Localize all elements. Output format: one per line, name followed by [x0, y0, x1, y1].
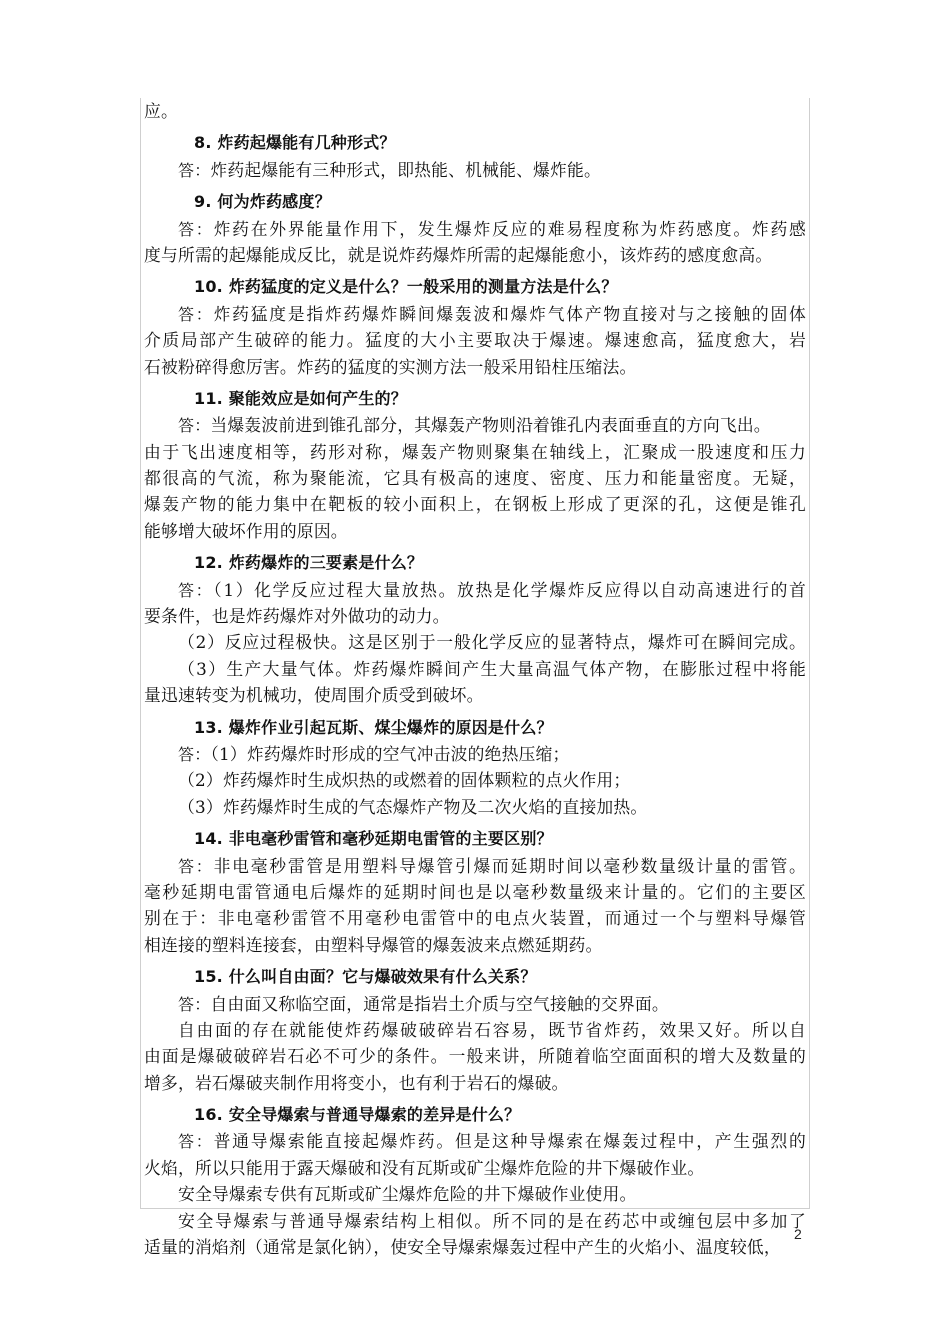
answer-label: 答：: [178, 856, 214, 876]
answer-9-line: 度与所需的起爆能成反比，就是说炸药爆炸所需的起爆能愈小，该炸药的感度愈高。: [144, 244, 773, 265]
continuation-line: 应。: [144, 101, 178, 121]
answer-15-line: 答：自由面又称临空面，通常是指岩土介质与空气接触的交界面。: [178, 993, 669, 1014]
answer-label: 答：: [178, 994, 211, 1014]
question-16-title: 16. 安全导爆索与普通导爆索的差异是什么？: [194, 1105, 521, 1125]
answer-11-line: 答：当爆轰波前进到锥孔部分，其爆轰产物则沿着锥孔内表面垂直的方向飞出。: [178, 415, 771, 436]
answer-12-line: （2）反应过程极快。这是区别于一般化学反应的显著特点，爆炸可在瞬间完成。: [178, 632, 806, 653]
answer-10-line: 答：炸药猛度是指炸药爆炸瞬间爆轰波和爆炸气体产物直接对与之接触的固体: [178, 303, 806, 324]
answer-label: 答：: [178, 580, 214, 600]
answer-13-line: 答：（1）炸药爆炸时形成的空气冲击波的绝热压缩；: [178, 743, 570, 764]
document-body: [144, 98, 806, 1260]
answer-16-line: 安全导爆索专供有瓦斯或矿尘爆炸危险的井下爆破作业使用。: [178, 1184, 637, 1205]
question-10-title: 10. 炸药猛度的定义是什么？一般采用的测量方法是什么？: [194, 277, 618, 297]
answer-11-line: 爆轰产物的能力集中在靶板的较小面积上，在钢板上形成了更深的孔，这便是锥孔: [144, 494, 806, 515]
answer-13-line: （2）炸药爆炸时生成炽热的或燃着的固体颗粒的点火作用；: [178, 770, 631, 791]
answer-11-line: 都很高的气流，称为聚能流，它具有极高的速度、密度、压力和能量密度。无疑，: [144, 468, 806, 489]
question-15-title: 15. 什么叫自由面？它与爆破效果有什么关系？: [194, 967, 537, 987]
answer-12-line: 要条件，也是炸药爆炸对外做功的动力。: [144, 606, 450, 627]
answer-14-line: 相连接的塑料连接套，由塑料导爆管的爆轰波来点燃延期药。: [144, 934, 603, 955]
answer-15-line: 由面是爆破破碎岩石必不可少的条件。一般来讲，所随着临空面面积的增大及数量的: [144, 1046, 806, 1067]
answer-14-line: 别在于：非电毫秒雷管不用毫秒电雷管中的电点火装置，而通过一个与塑料导爆管: [144, 908, 806, 929]
answer-12-line: （3）生产大量气体。炸药爆炸瞬间产生大量高温气体产物，在膨胀过程中将能: [178, 658, 806, 679]
answer-16-line: 火焰，所以只能用于露天爆破和没有瓦斯或矿尘爆炸危险的井下爆破作业。: [144, 1157, 705, 1178]
answer-12-line: 量迅速转变为机械功，使周围介质受到破坏。: [144, 685, 484, 706]
question-11-title: 11. 聚能效应是如何产生的？: [194, 388, 407, 408]
question-8-title: 8. 炸药起爆能有几种形式？: [194, 133, 396, 153]
answer-11-line: 能够增大破坏作用的原因。: [144, 520, 348, 541]
answer-label: 答：: [178, 1132, 214, 1152]
answer-15-line: 增多，岩石爆破夹制作用将变小，也有利于岩石的爆破。: [144, 1072, 569, 1093]
answer-10-line: 石被粉碎得愈厉害。炸药的猛度的实测方法一般采用铅柱压缩法。: [144, 356, 637, 377]
answer-16-line: 答：普通导爆索能直接起爆炸药。但是这种导爆索在爆轰过程中，产生强烈的: [178, 1131, 806, 1152]
answer-16-line: 适量的消焰剂（通常是氯化钠），使安全导爆索爆轰过程中产生的火焰小、温度较低，: [144, 1237, 781, 1258]
answer-14-line: 毫秒延期电雷管通电后爆炸的延期时间也是以毫秒数量级来计量的。它们的主要区: [144, 881, 806, 902]
question-13-title: 13. 爆炸作业引起瓦斯、煤尘爆炸的原因是什么？: [194, 717, 553, 737]
question-12-title: 12. 炸药爆炸的三要素是什么？: [194, 553, 424, 573]
answer-15-line: 自由面的存在就能使炸药爆破破碎岩石容易，既节省炸药，效果又好。所以自: [178, 1019, 806, 1040]
answer-14-line: 答：非电毫秒雷管是用塑料导爆管引爆而延期时间以毫秒数量级计量的雷管。: [178, 855, 806, 876]
answer-13-line: （3）炸药爆炸时生成的气态爆炸产物及二次火焰的直接加热。: [178, 796, 648, 817]
answer-label: 答：: [178, 744, 211, 764]
answer-9-line: 答：炸药在外界能量作用下，发生爆炸反应的难易程度称为炸药感度。炸药感: [178, 218, 806, 239]
question-14-title: 14. 非电毫秒雷管和毫秒延期电雷管的主要区别？: [194, 829, 553, 849]
answer-label: 答：: [178, 416, 211, 436]
page-number: 2: [794, 1226, 802, 1242]
answer-8-line: 答：炸药起爆能有三种形式，即热能、机械能、爆炸能。: [178, 159, 601, 180]
answer-11-line: 由于飞出速度相等，药形对称，爆轰产物则聚集在轴线上，汇聚成一股速度和压力: [144, 441, 806, 462]
question-9-title: 9. 何为炸药感度？: [194, 192, 331, 212]
answer-10-line: 介质局部产生破碎的能力。猛度的大小主要取决于爆速。爆速愈高，猛度愈大，岩: [144, 330, 806, 351]
answer-16-line: 安全导爆索与普通导爆索结构上相似。所不同的是在药芯中或缠包层中多加了: [178, 1210, 806, 1231]
answer-12-line: 答：（1）化学反应过程大量放热。放热是化学爆炸反应得以自动高速进行的首: [178, 579, 806, 600]
answer-label: 答：: [178, 219, 214, 239]
answer-label: 答：: [178, 160, 211, 180]
answer-label: 答：: [178, 304, 214, 324]
